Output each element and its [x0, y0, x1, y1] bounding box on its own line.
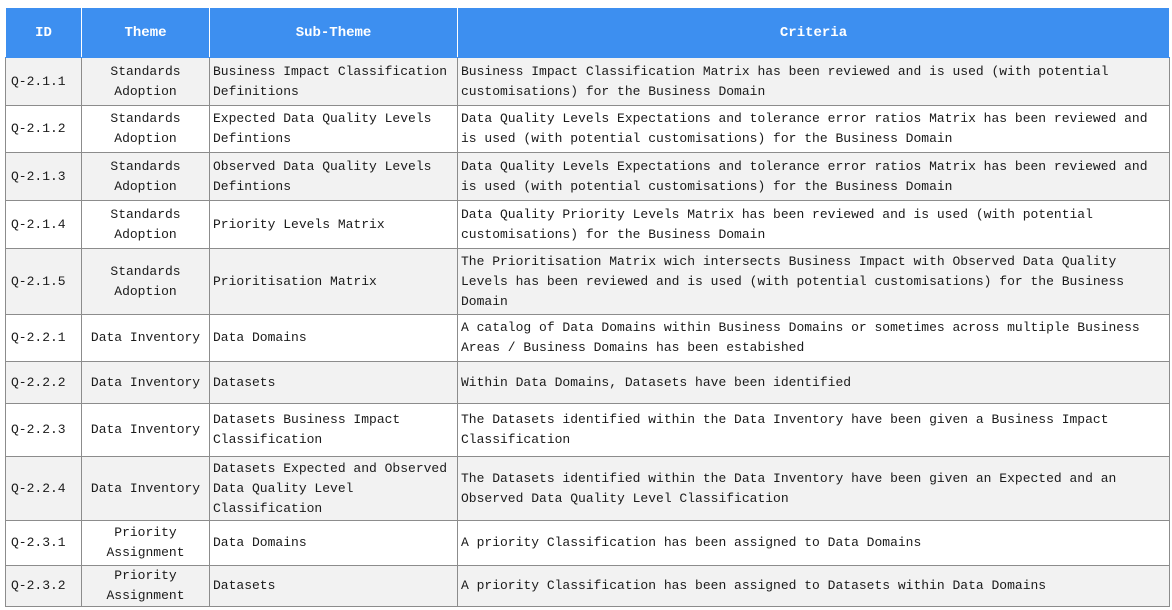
- table-row: [6, 457, 1170, 521]
- cell-criteria: A priority Classification has been assigned to Data Domains: [458, 521, 1170, 566]
- cell-sub-theme: Datasets Expected and Observed Data Quality Level Classification: [210, 457, 458, 521]
- header-criteria: Criteria: [458, 8, 1170, 58]
- cell-theme: Data Inventory: [82, 404, 210, 457]
- cell-theme: Data Inventory: [82, 457, 210, 521]
- cell-theme: Data Inventory: [82, 362, 210, 404]
- table-row: [6, 566, 1170, 607]
- table-header-row: [6, 8, 1170, 58]
- cell-sub-theme: Observed Data Quality Levels Defintions: [210, 153, 458, 201]
- header-theme: Theme: [82, 8, 210, 58]
- cell-id: Q-2.1.4: [6, 201, 82, 249]
- cell-theme: Standards Adoption: [82, 249, 210, 315]
- cell-sub-theme: Datasets: [210, 362, 458, 404]
- cell-sub-theme: Datasets: [210, 566, 458, 607]
- cell-theme: Standards Adoption: [82, 58, 210, 106]
- cell-criteria: Data Quality Levels Expectations and tolerance error ratios Matrix has been reviewed and is used (with potential customisations) for the Business Domain: [458, 153, 1170, 201]
- table-row: [6, 153, 1170, 201]
- header-sub-theme: Sub-Theme: [210, 8, 458, 58]
- cell-sub-theme: Expected Data Quality Levels Defintions: [210, 106, 458, 153]
- cell-theme: Priority Assignment: [82, 566, 210, 607]
- table-row: [6, 521, 1170, 566]
- cell-criteria: The Datasets identified within the Data Inventory have been given a Business Impact Classification: [458, 404, 1170, 457]
- table-row: [6, 106, 1170, 153]
- cell-theme: Data Inventory: [82, 315, 210, 362]
- cell-id: Q-2.2.1: [6, 315, 82, 362]
- cell-criteria: Data Quality Levels Expectations and tolerance error ratios Matrix has been reviewed and is used (with potential customisations) for the Business Domain: [458, 106, 1170, 153]
- cell-sub-theme: Priority Levels Matrix: [210, 201, 458, 249]
- table-row: [6, 249, 1170, 315]
- criteria-table: [5, 7, 1170, 607]
- cell-criteria: The Datasets identified within the Data Inventory have been given an Expected and an Observed Data Quality Level Classification: [458, 457, 1170, 521]
- table-row: [6, 404, 1170, 457]
- cell-sub-theme: Business Impact Classification Definitions: [210, 58, 458, 106]
- cell-criteria: Within Data Domains, Datasets have been identified: [458, 362, 1170, 404]
- cell-criteria: A catalog of Data Domains within Business Domains or sometimes across multiple Business Areas / Business Domains has been estabished: [458, 315, 1170, 362]
- cell-sub-theme: Prioritisation Matrix: [210, 249, 458, 315]
- cell-id: Q-2.3.2: [6, 566, 82, 607]
- table-row: [6, 315, 1170, 362]
- cell-sub-theme: Data Domains: [210, 315, 458, 362]
- table-row: [6, 201, 1170, 249]
- cell-sub-theme: Data Domains: [210, 521, 458, 566]
- cell-theme: Priority Assignment: [82, 521, 210, 566]
- cell-theme: Standards Adoption: [82, 201, 210, 249]
- cell-id: Q-2.3.1: [6, 521, 82, 566]
- cell-id: Q-2.2.2: [6, 362, 82, 404]
- cell-criteria: Business Impact Classification Matrix has been reviewed and is used (with potential customisations) for the Business Domain: [458, 58, 1170, 106]
- cell-criteria: The Prioritisation Matrix wich intersects Business Impact with Observed Data Quality Levels has been reviewed and is used (with potential customisations) for the Business Domain: [458, 249, 1170, 315]
- cell-sub-theme: Datasets Business Impact Classification: [210, 404, 458, 457]
- cell-id: Q-2.1.1: [6, 58, 82, 106]
- table-row: [6, 362, 1170, 404]
- criteria-table-container: [5, 7, 1169, 607]
- cell-id: Q-2.1.2: [6, 106, 82, 153]
- cell-id: Q-2.2.3: [6, 404, 82, 457]
- cell-theme: Standards Adoption: [82, 153, 210, 201]
- cell-id: Q-2.1.3: [6, 153, 82, 201]
- cell-id: Q-2.1.5: [6, 249, 82, 315]
- header-id: ID: [6, 8, 82, 58]
- table-row: [6, 58, 1170, 106]
- cell-theme: Standards Adoption: [82, 106, 210, 153]
- cell-criteria: Data Quality Priority Levels Matrix has been reviewed and is used (with potential customisations) for the Business Domain: [458, 201, 1170, 249]
- cell-criteria: A priority Classification has been assigned to Datasets within Data Domains: [458, 566, 1170, 607]
- cell-id: Q-2.2.4: [6, 457, 82, 521]
